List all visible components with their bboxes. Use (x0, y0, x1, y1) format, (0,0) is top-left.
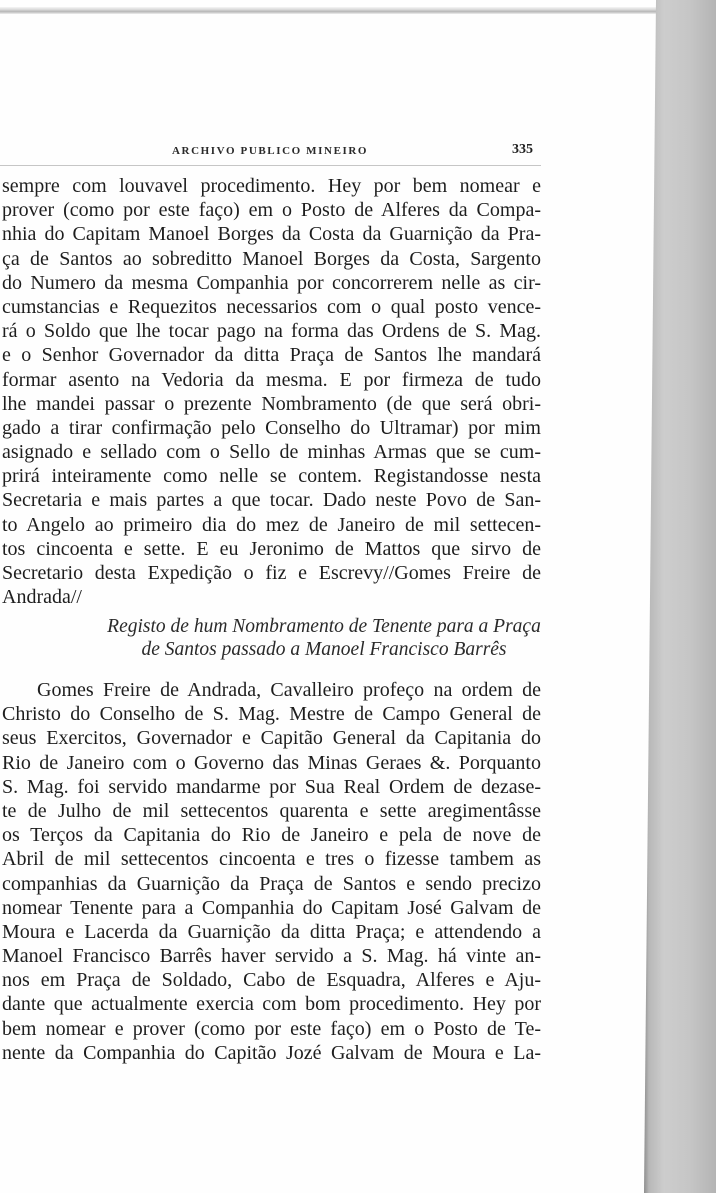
text-line: Secretario desta Expedição o fiz e Escrevy//Gomes Freire de (2, 562, 541, 584)
text-line: Andrada// (2, 586, 82, 609)
text-line: prover (como por este faço) em o Posto de Alferes da Compa- (2, 199, 541, 222)
text-line: formar asento na Vedoria da mesma. E por firmeza de tudo (2, 368, 541, 391)
text-line: tos cincoenta e sette. E eu Jeronimo de Mattos que sirvo de (2, 537, 541, 560)
section-heading-line: de Santos passado a Manoel Francisco Barrês (141, 639, 507, 660)
text-line: e o Senhor Governador da ditta Praça de Santos lhe mandará (2, 344, 541, 367)
text-line: Moura e Lacerda da Guarnição da ditta Praça; e attendendo a (2, 920, 541, 943)
text-line: cumstancias e Requezitos necessarios com o qual posto vence- (2, 295, 541, 318)
text-line: lhe mandei passar o prezente Nombramento (de que será obri- (2, 392, 541, 415)
body-paragraph-1 (2, 174, 541, 609)
text-line: Abril de mil settecentos cincoenta e tres o fizesse tambem as (2, 848, 541, 871)
text-line: bem nomear e prover (como por este faço) em o Posto de Te- (2, 1017, 541, 1040)
running-title: ARCHIVO PUBLICO MINEIRO (172, 145, 369, 157)
text-line: Secretaria e mais partes a que tocar. Dado neste Povo de San- (2, 489, 541, 512)
page-gutter-shadow (644, 0, 716, 1193)
section-heading (100, 615, 548, 661)
text-line: asignado e sellado com o Sello de minhas Armas que se cum- (2, 441, 541, 464)
text-line: Christo do Conselho de S. Mag. Mestre de Campo General de (2, 703, 541, 726)
text-line: nos em Praça de Soldado, Cabo de Esquadra, Alferes e Aju- (2, 969, 541, 992)
text-line: do Numero da mesma Companhia por concorrerem nelle as cir- (2, 271, 541, 294)
text-line: te de Julho de mil settecentos quarenta e sette aregimentâsse (2, 799, 541, 822)
text-line: seus Exercitos, Governador e Capitão General da Capitania do (2, 727, 541, 750)
text-line: Rio de Janeiro com o Governo das Minas Geraes &. Porquanto (2, 751, 541, 774)
page-top-edge (0, 7, 662, 14)
text-line: S. Mag. foi servido mandarme por Sua Real Ordem de dezase- (2, 775, 541, 798)
text-line: sempre com louvavel procedimento. Hey por bem nomear e (2, 175, 541, 197)
text-line: companhias da Guarnição da Praça de Santos e sendo precizo (2, 872, 541, 895)
text-line: nhia do Capitam Manoel Borges da Costa da Guarnição da Pra- (2, 223, 541, 246)
text-line: dante que actualmente exercia com bom procedimento. Hey por (2, 993, 541, 1016)
text-line: ça de Santos ao sobreditto Manoel Borges da Costa, Sargento (2, 247, 541, 270)
page-number: 335 (512, 142, 533, 157)
section-heading-line: Registo de hum Nombramento de Tenente para a Praça (107, 616, 541, 637)
header-rule (0, 165, 541, 166)
text-line: to Angelo ao primeiro dia do mez de Janeiro de mil settecen- (2, 513, 541, 536)
text-line: gado a tirar confirmação pelo Conselho do Ultramar) por mim (2, 416, 541, 439)
text-line: os Terços da Capitania do Rio de Janeiro e pela de nove de (2, 824, 541, 847)
text-line: nomear Tenente para a Companhia do Capitam José Galvam de (2, 896, 541, 919)
text-line: nente da Companhia do Capitão Jozé Galvam de Moura e La- (2, 1041, 541, 1064)
text-line: Manoel Francisco Barrês haver servido a S. Mag. há vinte an- (2, 945, 541, 968)
text-line: Gomes Freire de Andrada, Cavalleiro profeço na ordem de (37, 679, 541, 701)
text-line: rá o Soldo que lhe tocar pago na forma das Ordens de S. Mag. (2, 320, 541, 343)
text-line: prirá inteiramente como nelle se contem. Registandosse nesta (2, 465, 541, 488)
body-paragraph-2 (2, 678, 541, 1065)
